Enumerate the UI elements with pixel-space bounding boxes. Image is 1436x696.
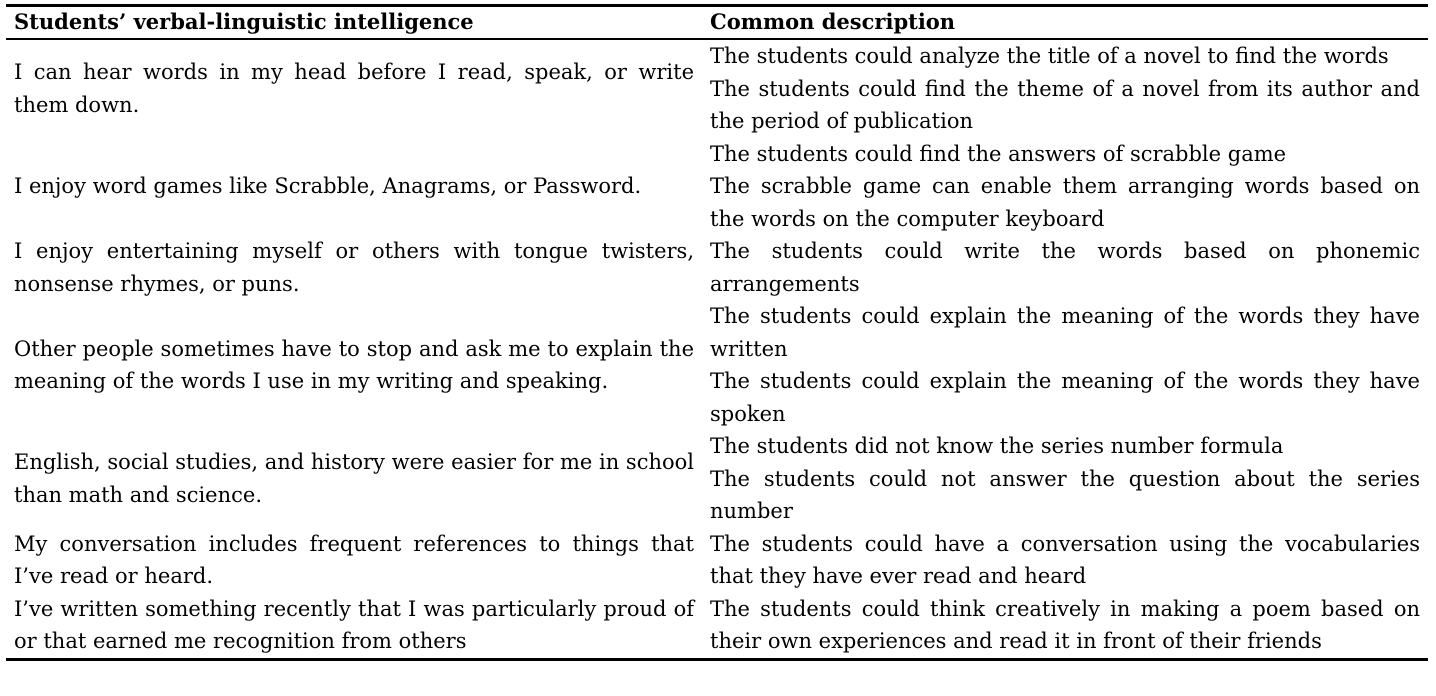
description-item: The students could write the words based on phonemic arrangements xyxy=(710,239,1420,296)
intelligence-cell: I can hear words in my head before I read, speak, or write them down. xyxy=(14,60,694,117)
intelligence-table xyxy=(6,4,1428,661)
table-header-row xyxy=(6,6,1428,40)
table-row xyxy=(6,593,1428,660)
table-row xyxy=(6,39,1428,138)
description-item: The students could have a conversation using the vocabularies that they have ever read and heard xyxy=(710,531,1420,588)
description-cell xyxy=(702,138,1428,236)
description-item: The students did not know the series number formula xyxy=(710,434,1284,458)
description-cell xyxy=(702,593,1428,660)
intelligence-cell: I enjoy entertaining myself or others with tongue twisters, nonsense rhymes, or puns. xyxy=(14,239,694,296)
header-intelligence: Students’ verbal-linguistic intelligence xyxy=(14,9,474,34)
table-row xyxy=(6,138,1428,236)
intelligence-cell: I’ve written something recently that I was particularly proud of or that earned me recognition from others xyxy=(14,596,694,653)
description-item: The students could explain the meaning of the words they have spoken xyxy=(710,369,1420,426)
table-row xyxy=(6,300,1428,430)
description-item: The students could find the theme of a novel from its author and the period of publication xyxy=(710,76,1420,133)
description-item: The students could explain the meaning of the words they have written xyxy=(710,304,1420,361)
table-row xyxy=(6,528,1428,593)
intelligence-table-container xyxy=(6,4,1428,661)
description-cell xyxy=(702,235,1428,300)
table-row xyxy=(6,235,1428,300)
intelligence-cell: Other people sometimes have to stop and ask me to explain the meaning of the words I use in my writing and speaking. xyxy=(14,336,694,393)
table-row xyxy=(6,430,1428,528)
description-item: The students could think creatively in making a poem based on their own experiences and read it in front of their friends xyxy=(710,596,1420,653)
description-item: The students could not answer the question about the series number xyxy=(710,466,1420,523)
header-description: Common description xyxy=(710,9,956,34)
description-cell xyxy=(702,300,1428,430)
intelligence-cell: I enjoy word games like Scrabble, Anagrams, or Password. xyxy=(14,174,642,198)
description-item: The students could find the answers of scrabble game xyxy=(710,141,1287,166)
description-item: The scrabble game can enable them arranging words based on the words on the computer keyboard xyxy=(710,174,1420,231)
description-cell xyxy=(702,528,1428,593)
description-item: The students could analyze the title of a novel to find the words xyxy=(710,44,1389,68)
description-cell xyxy=(702,39,1428,138)
description-cell xyxy=(702,430,1428,528)
intelligence-cell: English, social studies, and history were easier for me in school than math and science. xyxy=(14,450,694,507)
intelligence-cell: My conversation includes frequent references to things that I’ve read or heard. xyxy=(14,531,694,588)
